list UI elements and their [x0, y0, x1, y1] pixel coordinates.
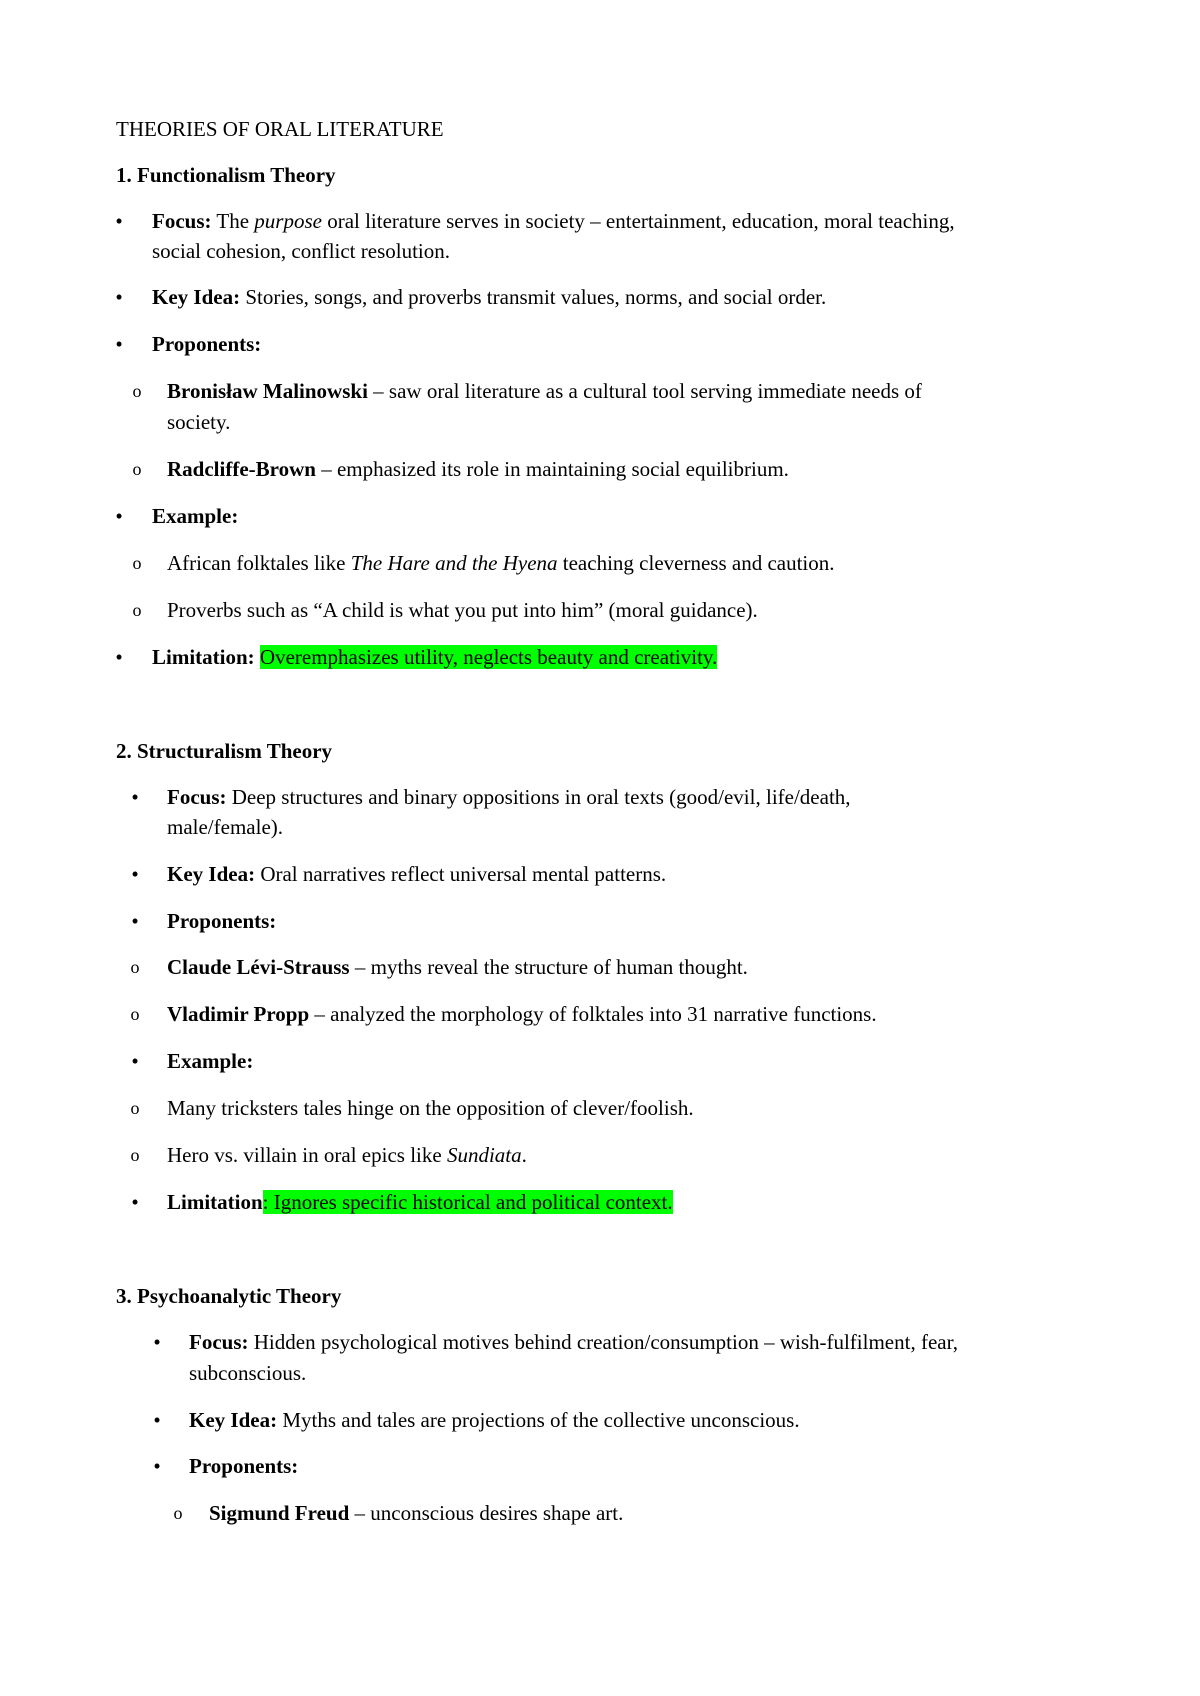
s2-focus-line2: male/female). — [167, 815, 284, 839]
focus-label: Focus: — [152, 209, 212, 233]
proponent-text: – myths reveal the structure of human thought. — [349, 955, 748, 979]
bullet-icon: • — [153, 1454, 161, 1478]
s3-focus-line — [189, 1327, 958, 1357]
bullet-icon: • — [131, 1049, 139, 1073]
bullet-icon: • — [115, 332, 123, 356]
bullet-icon: • — [115, 285, 123, 309]
s1-proponent-2 — [167, 454, 789, 484]
sub-bullet-icon: o — [132, 600, 142, 620]
sub-bullet-icon: o — [130, 1098, 140, 1118]
proponent-name: Radcliffe-Brown — [167, 457, 316, 481]
bullet-icon: • — [131, 909, 139, 933]
proponent-name: Bronisław Malinowski — [167, 379, 368, 403]
section-heading-structuralism: 2. Structuralism Theory — [116, 739, 333, 763]
s2-focus-text: Deep structures and binary oppositions in oral texts (good/evil, life/death, — [226, 785, 851, 809]
bullet-icon: • — [115, 645, 123, 669]
s1-proponent-1-line2: society. — [167, 410, 231, 434]
s3-focus-text: Hidden psychological motives behind creation/consumption – wish-fulfilment, fear, — [248, 1330, 958, 1354]
focus-label: Focus: — [189, 1330, 249, 1354]
s1-focus-post: oral literature serves in society – entertainment, education, moral teaching, — [321, 209, 955, 233]
bullet-icon: • — [131, 862, 139, 886]
bullet-icon: • — [153, 1330, 161, 1354]
s1-keyidea-line — [152, 282, 826, 312]
s2-proponents-label: Proponents: — [167, 909, 277, 933]
limitation-label: Limitation: — [152, 645, 255, 669]
s3-keyidea-text: Myths and tales are projections of the collective unconscious. — [277, 1408, 800, 1432]
s1-keyidea-text: Stories, songs, and proverbs transmit values, norms, and social order. — [240, 285, 827, 309]
s1-example-2: Proverbs such as “A child is what you put into him” (moral guidance). — [167, 598, 758, 622]
example-emphasis: The Hare and the Hyena — [350, 551, 558, 575]
proponent-text: – saw oral literature as a cultural tool serving immediate needs of — [367, 379, 922, 403]
s3-proponent-1 — [209, 1498, 623, 1528]
s3-focus-line2: subconscious. — [189, 1361, 307, 1385]
s2-example-2 — [167, 1140, 527, 1170]
keyidea-label: Key Idea: — [167, 862, 256, 886]
s3-keyidea-line — [189, 1405, 800, 1435]
sub-bullet-icon: o — [173, 1503, 183, 1523]
s1-proponent-1 — [167, 376, 922, 406]
example-emphasis: Sundiata — [446, 1143, 522, 1167]
proponent-name: Sigmund Freud — [209, 1501, 350, 1525]
bullet-icon: • — [115, 209, 123, 233]
s2-example-1: Many tricksters tales hinge on the opposition of clever/foolish. — [167, 1096, 694, 1120]
s2-focus-line — [167, 782, 851, 812]
sub-bullet-icon: o — [130, 1004, 140, 1024]
highlighted-limitation-text: : Ignores specific historical and political context. — [262, 1190, 673, 1214]
s2-keyidea-text: Oral narratives reflect universal mental patterns. — [255, 862, 667, 886]
s2-limitation-line — [167, 1187, 673, 1217]
example-post: . — [521, 1143, 527, 1167]
s1-focus-line2: social cohesion, conflict resolution. — [152, 239, 451, 263]
bullet-icon: • — [131, 785, 139, 809]
bullet-icon: • — [153, 1408, 161, 1432]
s2-example-label: Example: — [167, 1049, 254, 1073]
s2-proponent-1 — [167, 952, 748, 982]
bullet-icon: • — [115, 504, 123, 528]
proponent-text: – emphasized its role in maintaining social equilibrium. — [315, 457, 789, 481]
proponent-text: – unconscious desires shape art. — [349, 1501, 624, 1525]
example-pre: Hero vs. villain in oral epics like — [167, 1143, 447, 1167]
example-post: teaching cleverness and caution. — [557, 551, 835, 575]
bullet-icon: • — [131, 1190, 139, 1214]
sub-bullet-icon: o — [132, 381, 142, 401]
example-pre: African folktales like — [167, 551, 351, 575]
document-title: THEORIES OF ORAL LITERATURE — [116, 117, 444, 141]
s1-focus-line — [152, 206, 955, 236]
keyidea-label: Key Idea: — [152, 285, 241, 309]
section-heading-psychoanalytic: 3. Psychoanalytic Theory — [116, 1284, 342, 1308]
sub-bullet-icon: o — [130, 957, 140, 977]
proponent-text: – analyzed the morphology of folktales into 31 narrative functions. — [309, 1002, 877, 1026]
focus-label: Focus: — [167, 785, 227, 809]
sub-bullet-icon: o — [132, 459, 142, 479]
s3-proponents-label: Proponents: — [189, 1454, 299, 1478]
proponent-name: Vladimir Propp — [167, 1002, 310, 1026]
s1-example-label: Example: — [152, 504, 239, 528]
s1-focus-pre: The — [211, 209, 255, 233]
s1-example-1 — [167, 548, 835, 578]
s1-proponents-label: Proponents: — [152, 332, 262, 356]
s1-focus-emphasis: purpose — [254, 209, 322, 233]
limitation-label: Limitation — [167, 1190, 263, 1214]
s2-keyidea-line — [167, 859, 666, 889]
highlighted-limitation-text: Overemphasizes utility, neglects beauty and creativity. — [259, 645, 718, 669]
sub-bullet-icon: o — [132, 553, 142, 573]
section-heading-functionalism: 1. Functionalism Theory — [116, 163, 336, 187]
proponent-name: Claude Lévi-Strauss — [167, 955, 350, 979]
s2-proponent-2 — [167, 999, 877, 1029]
sub-bullet-icon: o — [130, 1145, 140, 1165]
s1-limitation-line — [152, 642, 717, 672]
keyidea-label: Key Idea: — [189, 1408, 278, 1432]
